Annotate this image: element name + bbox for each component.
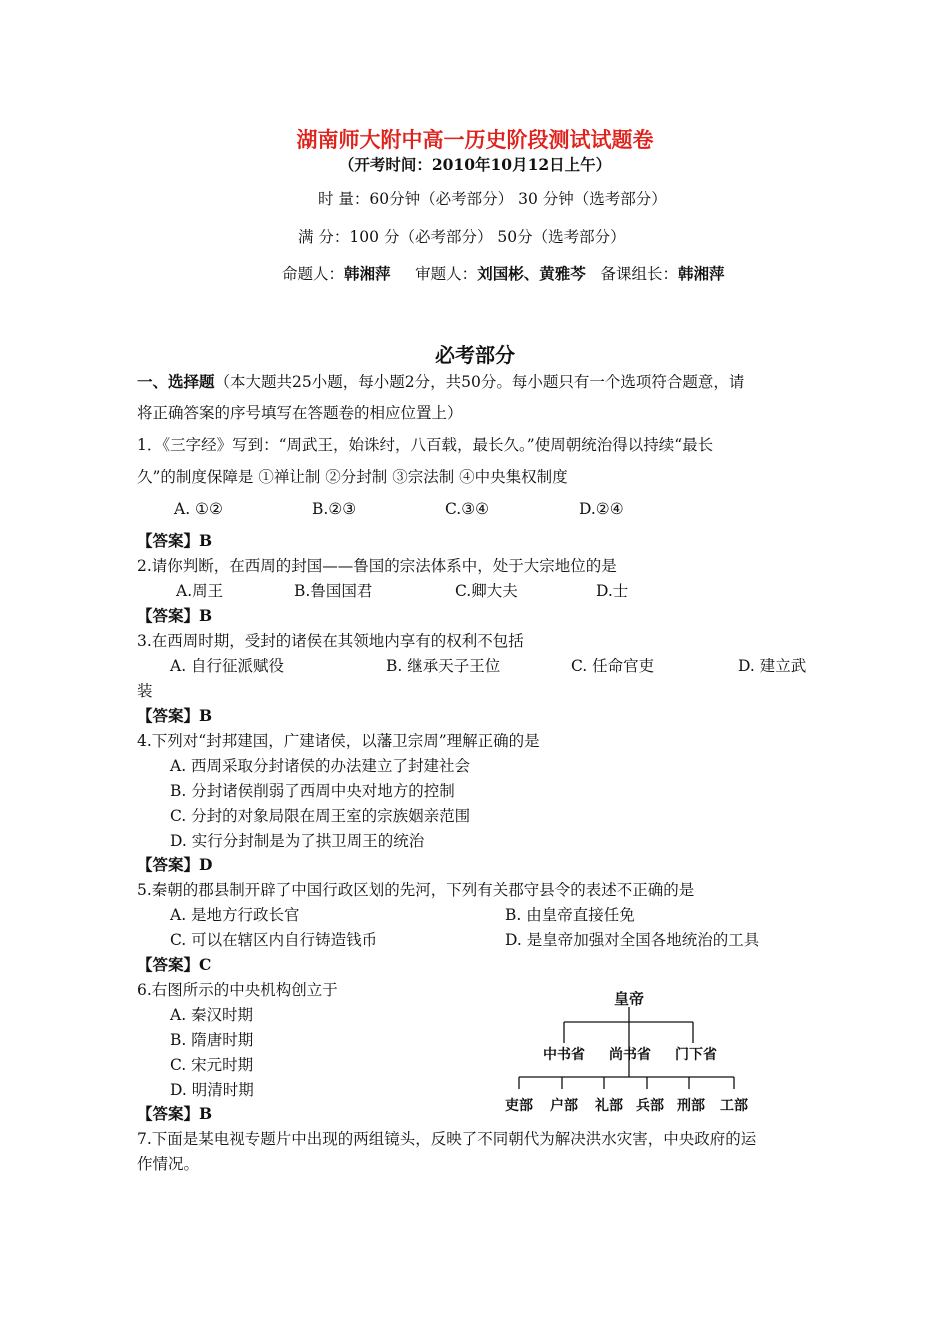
q4-stem: 4.下列对“封邦建国，广建诸侯，以藩卫宗周”理解正确的是 — [137, 732, 540, 750]
q1-option-b: B.②③ — [312, 500, 357, 518]
q2-option-d: D.士 — [596, 582, 629, 600]
q4-option-c: C. 分封的对象局限在周王室的宗族姻亲范围 — [170, 807, 471, 825]
node-bingbu: 兵部 — [636, 1098, 664, 1114]
part-desc: （本大题共25小题，每小题2分，共50分。每小题只有一个选项符合题意，请 — [214, 373, 745, 391]
q1-stem: 1．《三字经》写到：“周武王，始诛纣，八百载，最长久。”使周朝统治得以持续“最长 — [137, 436, 714, 454]
q3-option-c: C. 任命官吏 — [571, 657, 655, 675]
q4-option-d: D. 实行分封制是为了拱卫周王的统治 — [170, 832, 425, 850]
q1-option-a: A. ①② — [174, 500, 223, 518]
q1-option-d: D.②④ — [579, 500, 624, 518]
q5-answer: 【答案】C — [137, 955, 212, 974]
org-chart-diagram — [500, 985, 760, 1120]
q3-option-d: D. 建立武 — [738, 657, 807, 675]
q5-option-b: B. 由皇帝直接任免 — [505, 906, 635, 924]
q5-stem: 5.秦朝的郡县制开辟了中国行政区划的先河，下列有关郡守县令的表述不正确的是 — [137, 881, 695, 899]
section-title: 必考部分 — [435, 343, 515, 367]
q3-option-b: B. 继承天子王位 — [386, 657, 501, 675]
q2-option-b: B.鲁国国君 — [294, 582, 373, 600]
q7-stem: 7.下面是某电视专题片中出现的两组镜头，反映了不同朝代为解决洪水灾害，中央政府的运 — [137, 1130, 757, 1148]
author-label: 命题人： — [282, 265, 345, 283]
page-title: 湖南师大附中高一历史阶段测试试题卷 — [296, 127, 654, 152]
node-xingbu: 刑部 — [677, 1098, 705, 1114]
node-gongbu: 工部 — [720, 1098, 748, 1114]
time-line: 时 量：60分钟（必考部分） 30 分钟（选考部分） — [318, 190, 667, 208]
q2-option-c: C.卿大夫 — [455, 582, 518, 600]
q3-stem: 3.在西周时期，受封的诸侯在其领地内享有的权利不包括 — [137, 632, 524, 650]
node-hubu: 户部 — [550, 1098, 578, 1114]
q6-option-c: C. 宋元时期 — [170, 1056, 254, 1074]
reviewer-label: 审题人： — [415, 265, 478, 283]
q4-option-b: B. 分封诸侯削弱了西周中央对地方的控制 — [170, 782, 455, 800]
q5-option-d: D. 是皇帝加强对全国各地统治的工具 — [505, 931, 760, 949]
part-intro — [137, 372, 744, 392]
q2-answer: 【答案】B — [137, 606, 213, 625]
exam-date: （开考时间：2010年10月12日上午） — [338, 155, 612, 174]
node-libu-personnel: 吏部 — [505, 1098, 533, 1114]
q1-option-c: C.③④ — [445, 500, 490, 518]
node-libu-rites: 礼部 — [595, 1098, 623, 1114]
q6-option-d: D. 明清时期 — [170, 1081, 254, 1099]
q5-option-a: A. 是地方行政长官 — [170, 906, 300, 924]
q6-answer: 【答案】B — [137, 1104, 213, 1123]
q7-stem-cont: 作情况。 — [137, 1155, 200, 1173]
q3-option-d-cont: 装 — [137, 682, 153, 700]
q6-option-a: A. 秦汉时期 — [170, 1006, 254, 1024]
q2-stem: 2.请你判断，在西周的封国——鲁国的宗法体系中，处于大宗地位的是 — [137, 557, 617, 575]
q5-option-c: C. 可以在辖区内自行铸造钱币 — [170, 931, 378, 949]
part-label: 一、选择题 — [137, 372, 215, 391]
node-zhongshu: 中书省 — [543, 1047, 585, 1063]
q1-answer: 【答案】B — [137, 531, 213, 550]
part-desc-cont: 将正确答案的序号填写在答题卷的相应位置上） — [137, 404, 463, 422]
node-emperor: 皇帝 — [613, 990, 645, 1008]
score-line: 满 分：100 分（必考部分） 50分（选考部分） — [298, 228, 626, 246]
q6-stem: 6.右图所示的中央机构创立于 — [137, 981, 338, 999]
q4-option-a: A. 西周采取分封诸侯的办法建立了封建社会 — [170, 757, 471, 775]
q6-option-b: B. 隋唐时期 — [170, 1031, 254, 1049]
q2-option-a: A.周王 — [176, 582, 224, 600]
reviewer-name: 刘国彬、黄雅芩 — [477, 264, 586, 283]
node-menxia: 门下省 — [675, 1047, 717, 1063]
author-name: 韩湘萍 — [344, 264, 391, 283]
q1-stem-cont: 久”的制度保障是 ①禅让制 ②分封制 ③宗法制 ④中央集权制度 — [137, 468, 568, 486]
leader-label: 备课组长： — [600, 265, 678, 283]
q3-option-a: A. 自行征派赋役 — [170, 657, 285, 675]
leader-name: 韩湘萍 — [678, 264, 725, 283]
q4-answer: 【答案】D — [137, 855, 213, 874]
node-shangshu: 尚书省 — [609, 1047, 651, 1063]
staff-line — [282, 264, 725, 284]
q3-answer: 【答案】B — [137, 706, 213, 725]
